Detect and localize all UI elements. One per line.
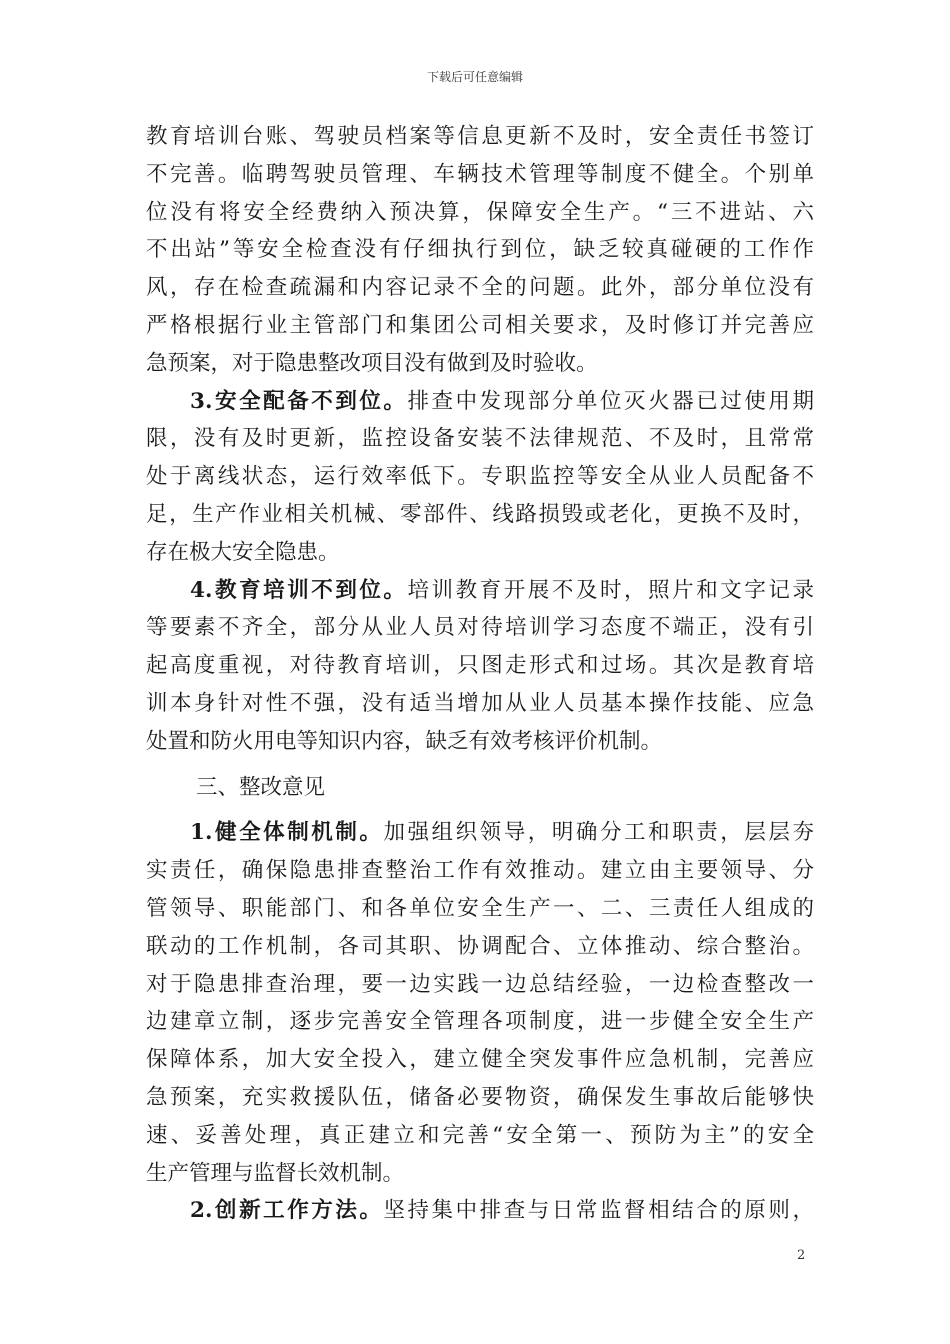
text-line: 起高度重视，对待教育培训，只图走形式和过场。其次是教育培: [146, 653, 814, 679]
text-line: 保障体系，加大安全投入，建立健全突发事件应急机制，完善应: [146, 1047, 814, 1073]
text-line: 急预案，对于隐患整改项目没有做到及时验收。: [146, 350, 598, 376]
section-heading: 三、整改意见: [196, 774, 326, 800]
text-line: 教育培训台账、驾驶员档案等信息更新不及时，安全责任书签订: [146, 124, 814, 149]
text-line: 生产管理与监督长效机制。: [146, 1160, 405, 1186]
text-line: 联动的工作机制，各司其职、协调配合、立体推动、综合整治。: [146, 933, 814, 959]
item-text: 培训教育开展不及时，照片和文字记录: [407, 577, 814, 603]
text-line: 限，没有及时更新，监控设备安装不法律规范、不及时，且常常: [146, 426, 814, 452]
text-line: 不出站”等安全检查没有仔细执行到位，缺乏较真碰硬的工作作: [146, 237, 814, 263]
text-line: 严格根据行业主管部门和集团公司相关要求，及时修订并完善应: [146, 312, 814, 338]
item-title: 3.安全配备不到位。: [190, 388, 408, 414]
item-text: 加强组织领导，明确分工和职责，层层夯: [383, 820, 814, 846]
paragraph-first-line: [146, 814, 814, 852]
item-text: 坚持集中排查与日常监督相结合的原则，: [383, 1198, 814, 1224]
text-line: 等要素不齐全，部分从业人员对待培训学习态度不端正，没有引: [146, 615, 814, 641]
text-line: 存在极大安全隐患。: [146, 539, 340, 565]
text-line: 管领导、职能部门、和各单位安全生产一、二、三责任人组成的: [146, 895, 814, 921]
text-line: 急预案，充实救援队伍，储备必要物资，确保发生事故后能够快: [146, 1084, 814, 1110]
text-line: 处于离线状态，运行效率低下。专职监控等安全从业人员配备不: [146, 464, 814, 490]
text-line: 处置和防火用电等知识内容，缺乏有效考核评价机制。: [146, 728, 663, 754]
paragraph-first-line: [146, 572, 814, 610]
item-title: 4.教育培训不到位。: [190, 577, 408, 603]
text-line: 速、妥善处理，真正建立和完善“安全第一、预防为主”的安全: [146, 1122, 814, 1148]
text-line: 足，生产作业相关机械、零部件、线路损毁或老化，更换不及时，: [146, 501, 814, 527]
paragraph-first-line: [146, 1192, 814, 1230]
item-text: 排查中发现部分单位灭火器已过使用期: [407, 388, 814, 414]
item-title: 2.创新工作方法。: [190, 1198, 384, 1224]
page-number: 2: [797, 1248, 806, 1263]
text-line: 风，存在检查疏漏和内容记录不全的问题。此外，部分单位没有: [146, 275, 814, 301]
text-line: 实责任，确保隐患排查整治工作有效推动。建立由主要领导、分: [146, 858, 814, 884]
text-line: 不完善。临聘驾驶员管理、车辆技术管理等制度不健全。个别单: [146, 161, 814, 187]
page-header: 下载后可任意编辑: [426, 70, 523, 84]
document-body: [146, 118, 814, 1230]
paragraph-first-line: [146, 383, 814, 421]
text-line: 训本身针对性不强，没有适当增加从业人员基本操作技能、应急: [146, 690, 814, 716]
item-title: 1.健全体制机制。: [190, 820, 384, 846]
text-line: 边建章立制，逐步完善安全管理各项制度，进一步健全安全生产: [146, 1009, 814, 1035]
text-line: 对于隐患排查治理，要一边实践一边总结经验，一边检查整改一: [146, 971, 814, 997]
text-line: 位没有将安全经费纳入预决算，保障安全生产。“三不进站、六: [146, 199, 814, 225]
